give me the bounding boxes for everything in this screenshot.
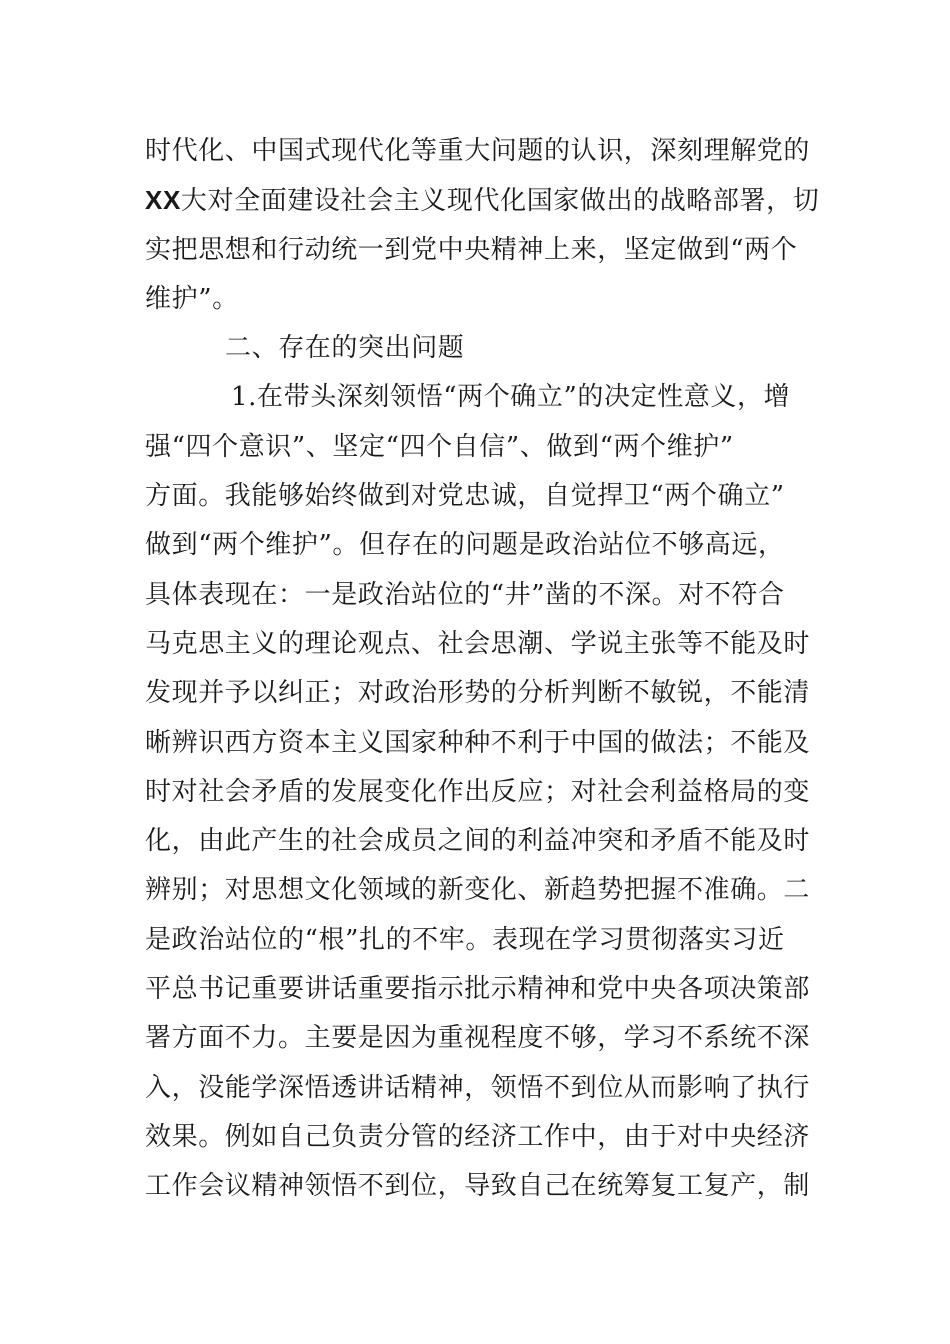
paragraph-line: 工作会议精神领悟不到位，导致自己在统筹复工复产，制 — [145, 1171, 811, 1202]
paragraph-line: 马克思主义的理论观点、社会思潮、学说主张等不能及时 — [145, 628, 811, 659]
paragraph-line: 方面。我能够始终做到对党忠诚，自觉捍卫“两个确立” — [145, 481, 785, 512]
paragraph-line: 署方面不力。主要是因为重视程度不够，学习不系统不深 — [145, 1023, 811, 1054]
paragraph-line — [145, 176, 820, 225]
paragraph-line: 入，没能学深悟透讲话精神，领悟不到位从而影响了执行 — [145, 1072, 811, 1103]
line-rest: 大对全面建设社会主义现代化国家做出的战略部署，切 — [180, 186, 820, 217]
paragraph-line: 是政治站位的“根”扎的不牢。表现在学习贯彻落实习近 — [145, 924, 785, 955]
paragraph-line: 具体表现在：一是政治站位的“井”凿的不深。对不符合 — [145, 579, 785, 610]
paragraph-line: 维护”。 — [145, 283, 239, 314]
paragraph-line: 时代化、中国式现代化等重大问题的认识，深刻理解党的 — [145, 136, 811, 166]
paragraph-line: 辨别；对思想文化领域的新变化、新趋势把握不准确。二 — [145, 875, 811, 906]
paragraph-line: 平总书记重要讲话重要指示批示精神和党中央各项决策部 — [145, 974, 811, 1005]
paragraph-line: 发现并予以纠正；对政治形势的分析判断不敏锐，不能清 — [145, 678, 811, 709]
paragraph-line: 晰辨识西方资本主义国家种种不利于中国的做法；不能及 — [145, 727, 811, 758]
numbered-item-start: 1.在带头深刻领悟“两个确立”的决定性意义，增 — [231, 382, 791, 413]
paragraph-line: 做到“两个维护”。但存在的问题是政治站位不够高远， — [145, 530, 785, 561]
paragraph-line: 化，由此产生的社会成员之间的利益冲突和矛盾不能及时 — [145, 826, 811, 857]
document-body — [145, 127, 820, 1212]
section-heading: 二、存在的突出问题 — [225, 333, 465, 364]
paragraph-line: 实把思想和行动统一到党中央精神上来，坚定做到“两个 — [145, 234, 798, 265]
bold-prefix: XX — [145, 185, 181, 216]
paragraph-line: 强“四个意识”、坚定“四个自信”、做到“两个维护” — [145, 431, 734, 462]
paragraph-line: 效果。例如自己负责分管的经济工作中，由于对中央经济 — [145, 1121, 811, 1152]
paragraph-line: 时对社会矛盾的发展变化作出反应；对社会利益格局的变 — [145, 776, 811, 807]
